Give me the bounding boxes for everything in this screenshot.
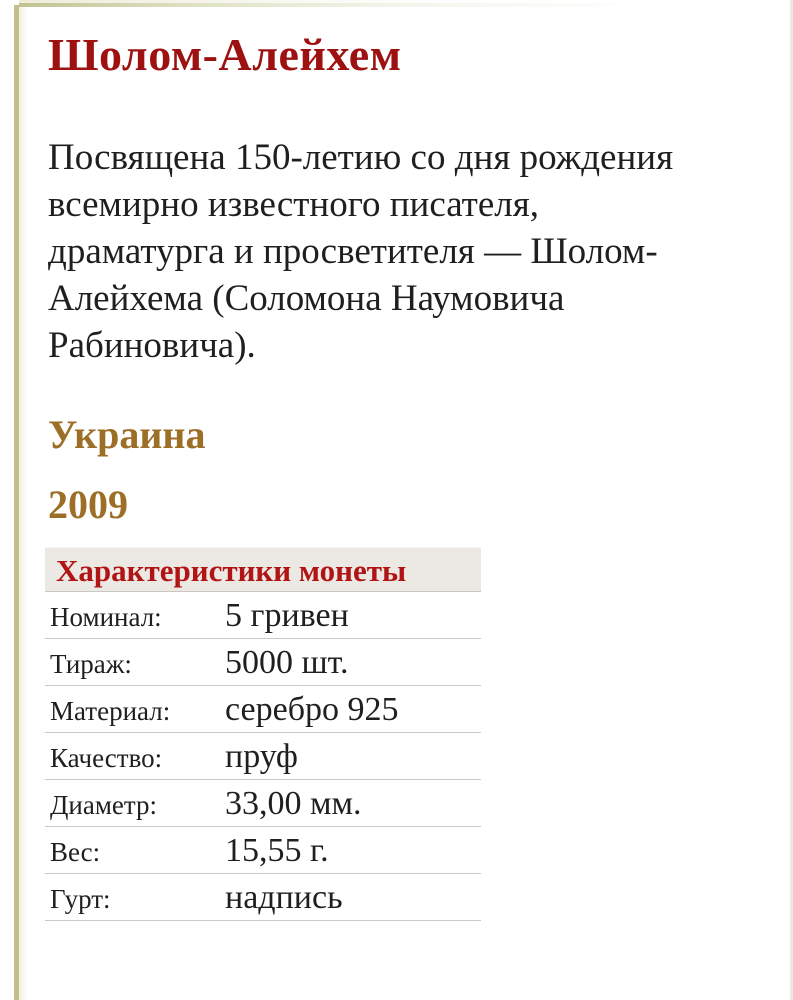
row-label: Вес: (50, 837, 101, 867)
table-row (45, 592, 481, 639)
table-row (45, 639, 481, 686)
row-value: 5 гривен (225, 597, 349, 634)
row-label: Диаметр: (50, 790, 158, 820)
left-cream-strip (19, 5, 27, 1000)
row-label: Материал: (50, 696, 171, 726)
row-value: пруф (225, 738, 298, 775)
article-content (48, 26, 760, 921)
row-label: Тираж: (50, 649, 132, 679)
row-label: Гурт: (50, 884, 111, 914)
row-value: серебро 925 (225, 691, 399, 728)
year-heading: 2009 (48, 482, 128, 527)
row-label: Номинал: (50, 602, 162, 632)
row-value: надпись (225, 879, 343, 916)
row-value: 5000 шт. (225, 644, 349, 681)
top-accent-line (19, 3, 793, 7)
table-row (45, 874, 481, 921)
characteristics-table-header: Характеристики монеты (45, 547, 481, 592)
table-row (45, 827, 481, 874)
page-title: Шолом-Алейхем (48, 29, 402, 80)
table-row (45, 733, 481, 780)
row-value: 33,00 мм. (225, 785, 362, 822)
row-label: Качество: (50, 743, 163, 773)
table-row (45, 686, 481, 733)
row-value: 15,55 г. (225, 832, 329, 869)
coin-description: Посвящена 150-летию со дня рождения всемирно известного писателя, драматурга и просветителя — Шолом-Алейхема (Соломона Наумовича Рабиновича). (48, 137, 674, 366)
table-row (45, 780, 481, 827)
country-heading: Украина (48, 412, 206, 457)
characteristics-table (45, 547, 481, 921)
